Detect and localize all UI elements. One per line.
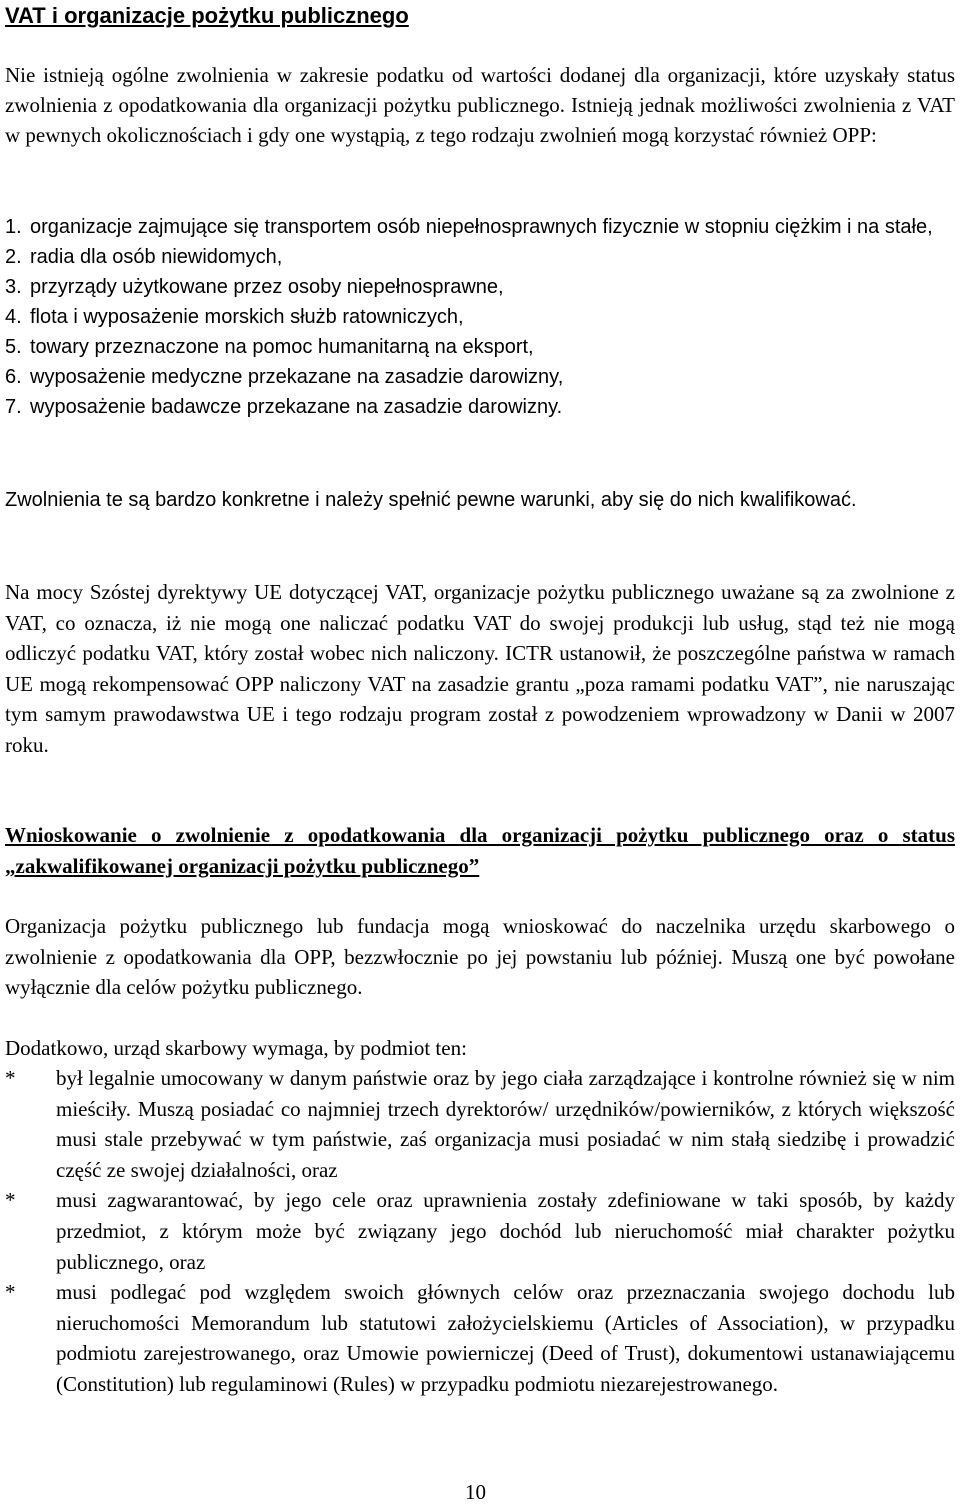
list-item-text: przyrządy użytkowane przez osoby niepełnosprawne, [30, 276, 504, 298]
list-item-text: organizacje zajmujące się transportem osób niepełnosprawnych fizycznie w stopniu ciężkim i na stałe, [30, 216, 933, 238]
list-item-number: 6. [5, 366, 22, 388]
application-paragraph: Organizacja pożytku publicznego lub fundacja mogą wnioskować do naczelnika urzędu skarbowego o zwolnienie z opodatkowania dla OPP, bezzwłocznie po jej powstaniu lub później. Muszą one być powołane wyłącznie dla celów pożytku publicznego. [5, 914, 955, 999]
list-item-number: 1. [5, 216, 22, 238]
list-item-number: 3. [5, 276, 22, 298]
asterisk-bullet: * [5, 1188, 16, 1213]
list-item [5, 212, 955, 242]
intro-paragraph: Nie istnieją ogólne zwolnienia w zakresie podatku od wartości dodanej dla organizacji, które uzyskały status zwolnienia z opodatkowania dla organizacji pożytku publicznego. Istnieją jednak możliwości zwolnienia z VAT w pewnych okolicznościach i gdy one wystąpią, z tego rodzaju zwolnień mogą korzystać również OPP: [5, 63, 955, 147]
list-item-text: musi zagwarantować, by jego cele oraz uprawnienia zostały zdefiniowane w taki sposób, by każdy przedmiot, z którym może być związany jego dochód lub nieruchomość miał charakter pożytku publicznego, oraz [56, 1188, 955, 1274]
list-item [5, 332, 955, 362]
directive-paragraph: Na mocy Szóstej dyrektywy UE dotyczącej VAT, organizacje pożytku publicznego uważane są za zwolnione z VAT, co oznacza, iż nie mogą one naliczać podatku VAT do swojej produkcji lub usług, stąd też nie mogą odliczyć podatku VAT, który został wobec nich naliczony. ICTR ustanowił, że poszczególne państwa w ramach UE mogą rekompensować OPP naliczony VAT na zasadzie grantu „poza ramami podatku VAT”, nie naruszając tym samym prawodawstwa UE i tego rodzaju program został z powodzeniem wprowadzony w Danii w 2007 roku. [5, 580, 955, 757]
list-item-text: towary przeznaczone na pomoc humanitarną na eksport, [30, 336, 534, 358]
list-item [5, 302, 955, 332]
conditions-paragraph: Zwolnienia te są bardzo konkretne i należy spełnić pewne warunki, aby się do nich kwalifikować. [5, 489, 857, 511]
list-item [5, 1277, 955, 1399]
section-title-vat: VAT i organizacje pożytku publicznego [5, 3, 409, 28]
section-title-application: Wnioskowanie o zwolnienie z opodatkowania dla organizacji pożytku publicznego oraz o status „zakwalifikowanej organizacji pożytku publicznego” [5, 823, 955, 878]
list-item-text: wyposażenie medyczne przekazane na zasadzie darowizny, [30, 366, 564, 388]
list-item-number: 4. [5, 306, 22, 328]
list-item-number: 7. [5, 396, 22, 418]
requirements-list [5, 1063, 955, 1400]
list-item [5, 1185, 955, 1277]
list-item [5, 1063, 955, 1185]
page-number: 10 [465, 1480, 486, 1504]
list-item [5, 272, 955, 302]
list-item-text: wyposażenie badawcze przekazane na zasadzie darowizny. [30, 396, 563, 418]
list-item-text: radia dla osób niewidomych, [30, 246, 283, 268]
asterisk-bullet: * [5, 1066, 16, 1090]
list-item-text: był legalnie umocowany w danym państwie oraz by jego ciała zarządzające i kontrolne również się w nim mieściły. Muszą posiadać co najmniej trzech dyrektorów/ urzędników/powierników, z których większość musi stale przebywać w tym państwie, zaś organizacja musi posiadać w nim stałą siedzibę i prowadzić część ze swojej działalności, oraz [56, 1066, 955, 1182]
list-item-number: 5. [5, 336, 22, 358]
requirements-intro: Dodatkowo, urząd skarbowy wymaga, by podmiot ten: [5, 1036, 467, 1060]
list-item [5, 362, 955, 392]
asterisk-bullet: * [5, 1280, 16, 1305]
exemption-list [5, 212, 955, 422]
list-item [5, 392, 955, 422]
list-item-text: flota i wyposażenie morskich służb ratowniczych, [30, 306, 464, 328]
list-item [5, 242, 955, 272]
list-item-number: 2. [5, 246, 22, 268]
list-item-text: musi podlegać pod względem swoich głównych celów oraz przeznaczania swojego dochodu lub nieruchomości Memorandum lub statutowi założycielskiemu (Articles of Association), w przypadku podmiotu zarejestrowanego, oraz Umowie powierniczej (Deed of Trust), dokumentowi ustanawiającemu (Constitution) lub regulaminowi (Rules) w przypadku podmiotu niezarejestrowanego. [56, 1280, 955, 1396]
